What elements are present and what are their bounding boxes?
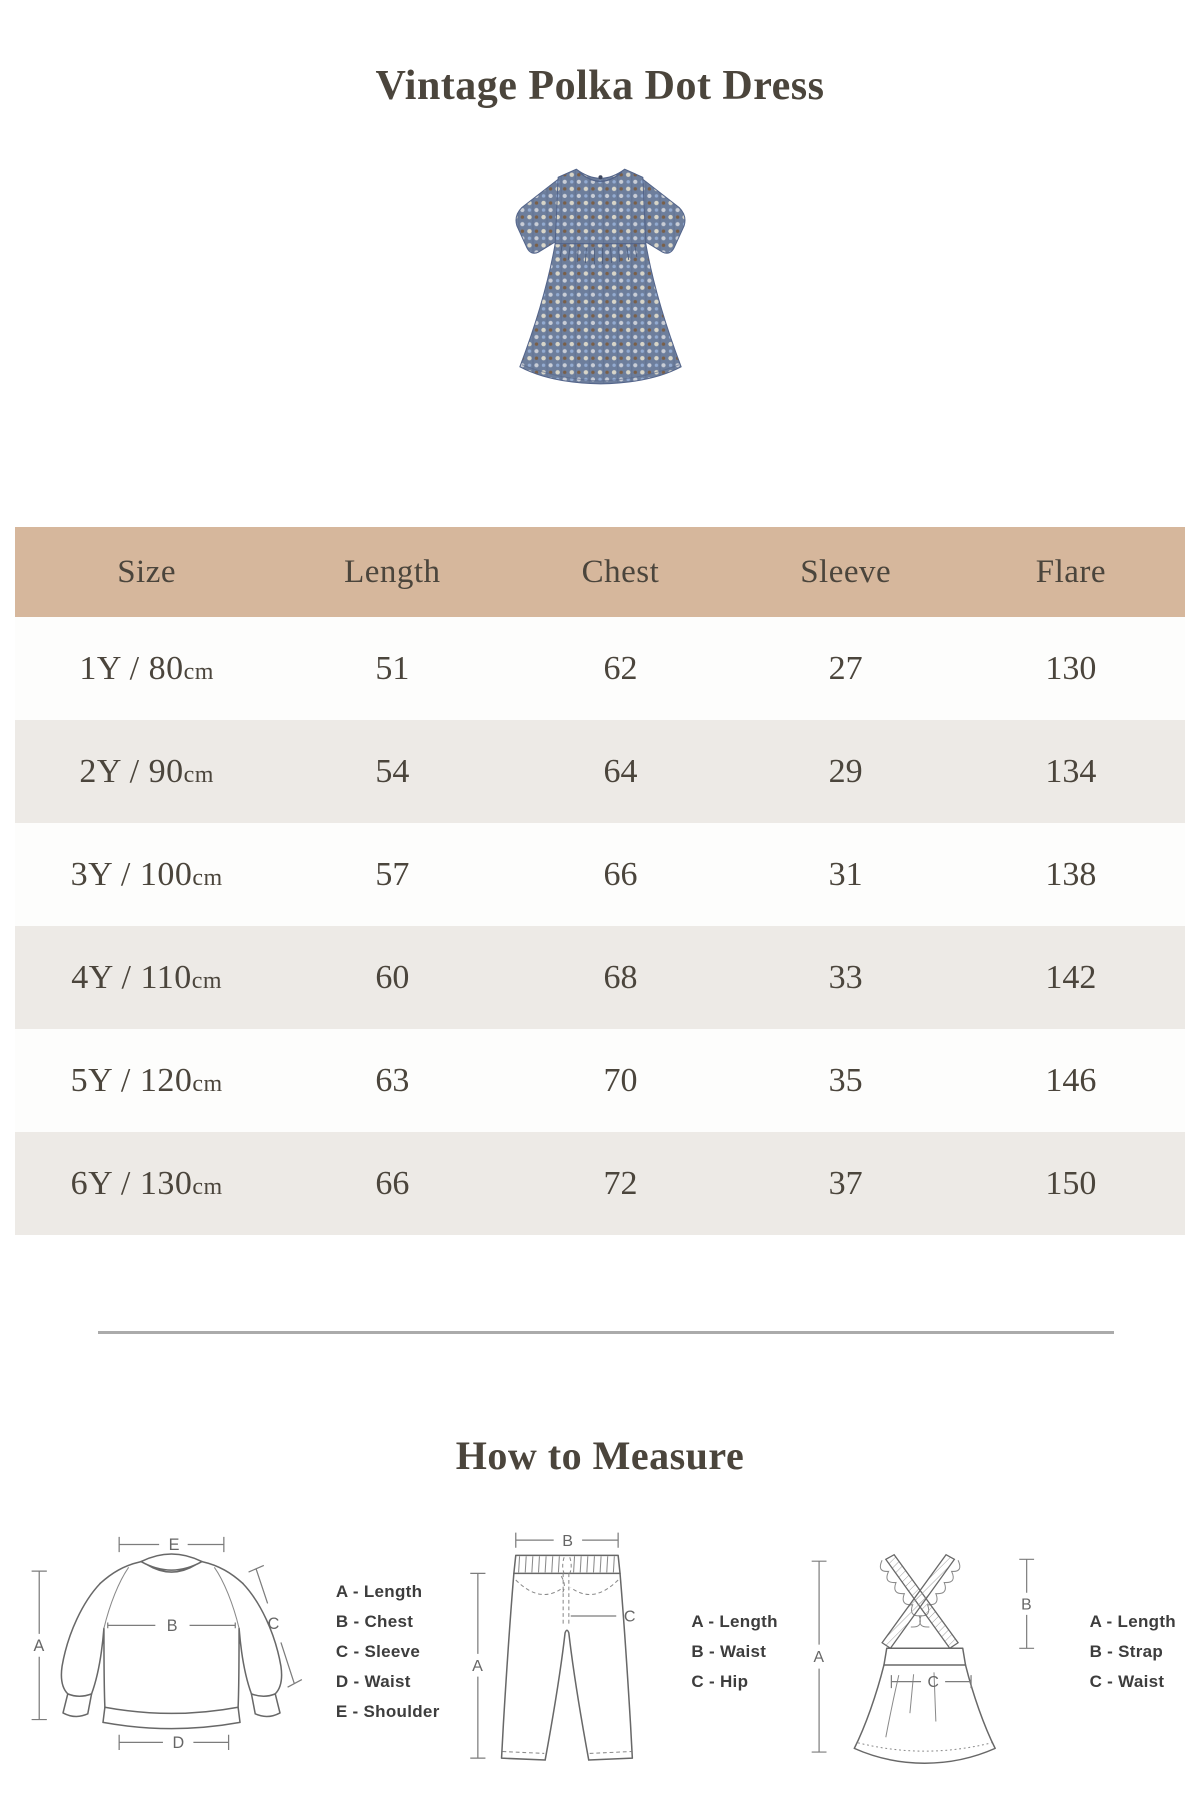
legend-item: A - Length — [335, 1582, 423, 1601]
flare-cell: 130 — [1045, 649, 1097, 687]
svg-text:A: A — [813, 1649, 824, 1667]
measure-diagrams-row — [0, 1512, 1200, 1792]
section-divider — [98, 1331, 1114, 1334]
top-measure-diagram — [24, 1527, 319, 1777]
size-cell: 5Y / 120cm — [70, 1061, 223, 1099]
table-row — [15, 1132, 1185, 1235]
column-header-sleeve: Sleeve — [800, 553, 892, 590]
svg-text:D: D — [172, 1734, 185, 1753]
column-header-size: Size — [117, 553, 177, 590]
polka-dot-dress-illustration — [468, 143, 733, 395]
table-row — [15, 1029, 1185, 1132]
length-cell: 51 — [375, 649, 410, 687]
svg-text:A: A — [33, 1637, 45, 1656]
pants-measure-diagram — [457, 1527, 675, 1777]
size-cell: 4Y / 110cm — [71, 958, 223, 996]
chest-cell: 68 — [603, 958, 638, 996]
legend-item: E - Shoulder — [335, 1702, 440, 1721]
column-header-length: Length — [344, 553, 441, 590]
sleeve-cell: 31 — [828, 855, 863, 893]
measure-section-title: How to Measure — [455, 1433, 745, 1478]
legend-item: C - Sleeve — [335, 1642, 421, 1661]
legend-item: C - Waist — [1089, 1672, 1165, 1691]
chest-cell: 62 — [603, 649, 638, 687]
legend-item: B - Chest — [335, 1612, 414, 1631]
size-table-header — [15, 527, 1185, 617]
sleeve-cell: 33 — [828, 958, 863, 996]
table-row — [15, 617, 1185, 720]
svg-text:B: B — [1020, 1596, 1032, 1614]
length-cell: 60 — [375, 958, 410, 996]
size-cell: 6Y / 130cm — [70, 1164, 223, 1202]
chest-cell: 66 — [603, 855, 638, 893]
sleeve-cell: 27 — [828, 649, 863, 687]
svg-text:E: E — [168, 1536, 180, 1555]
table-row — [15, 720, 1185, 823]
svg-text:B: B — [561, 1531, 573, 1550]
skirt-measure-legend — [1090, 1607, 1176, 1697]
legend-item: A - Length — [1089, 1612, 1176, 1631]
flare-cell: 138 — [1045, 855, 1097, 893]
flare-cell: 142 — [1045, 958, 1097, 996]
column-header-flare: Flare — [1035, 553, 1107, 590]
length-cell: 66 — [375, 1164, 410, 1202]
sleeve-cell: 35 — [828, 1061, 863, 1099]
table-row — [15, 926, 1185, 1029]
legend-item: D - Waist — [335, 1672, 411, 1691]
pants-measure-legend — [691, 1607, 777, 1697]
svg-text:A: A — [471, 1656, 483, 1675]
skirt-measure-diagram — [795, 1531, 1073, 1773]
length-cell: 54 — [375, 752, 410, 790]
flare-cell: 150 — [1045, 1164, 1097, 1202]
svg-text:B: B — [166, 1617, 178, 1636]
svg-text:C: C — [623, 1607, 635, 1626]
size-cell: 1Y / 80cm — [79, 649, 214, 687]
legend-item: B - Waist — [691, 1642, 767, 1661]
chest-cell: 64 — [603, 752, 638, 790]
size-cell: 3Y / 100cm — [70, 855, 223, 893]
table-row — [15, 823, 1185, 926]
sleeve-cell: 29 — [828, 752, 863, 790]
legend-item: C - Hip — [691, 1672, 749, 1691]
legend-item: A - Length — [691, 1612, 778, 1631]
size-table — [15, 527, 1185, 1235]
product-image — [0, 143, 1200, 395]
page-title: Vintage Polka Dot Dress — [375, 63, 825, 109]
sleeve-cell: 37 — [828, 1164, 863, 1202]
length-cell: 57 — [375, 855, 410, 893]
flare-cell: 146 — [1045, 1061, 1097, 1099]
chest-cell: 72 — [603, 1164, 638, 1202]
chest-cell: 70 — [603, 1061, 638, 1099]
column-header-chest: Chest — [581, 553, 660, 590]
flare-cell: 134 — [1045, 752, 1097, 790]
svg-text:C: C — [267, 1615, 280, 1634]
legend-item: B - Strap — [1089, 1642, 1164, 1661]
svg-text:C: C — [927, 1674, 939, 1692]
size-cell: 2Y / 90cm — [79, 752, 214, 790]
length-cell: 63 — [375, 1061, 410, 1099]
top-measure-legend — [336, 1577, 440, 1727]
